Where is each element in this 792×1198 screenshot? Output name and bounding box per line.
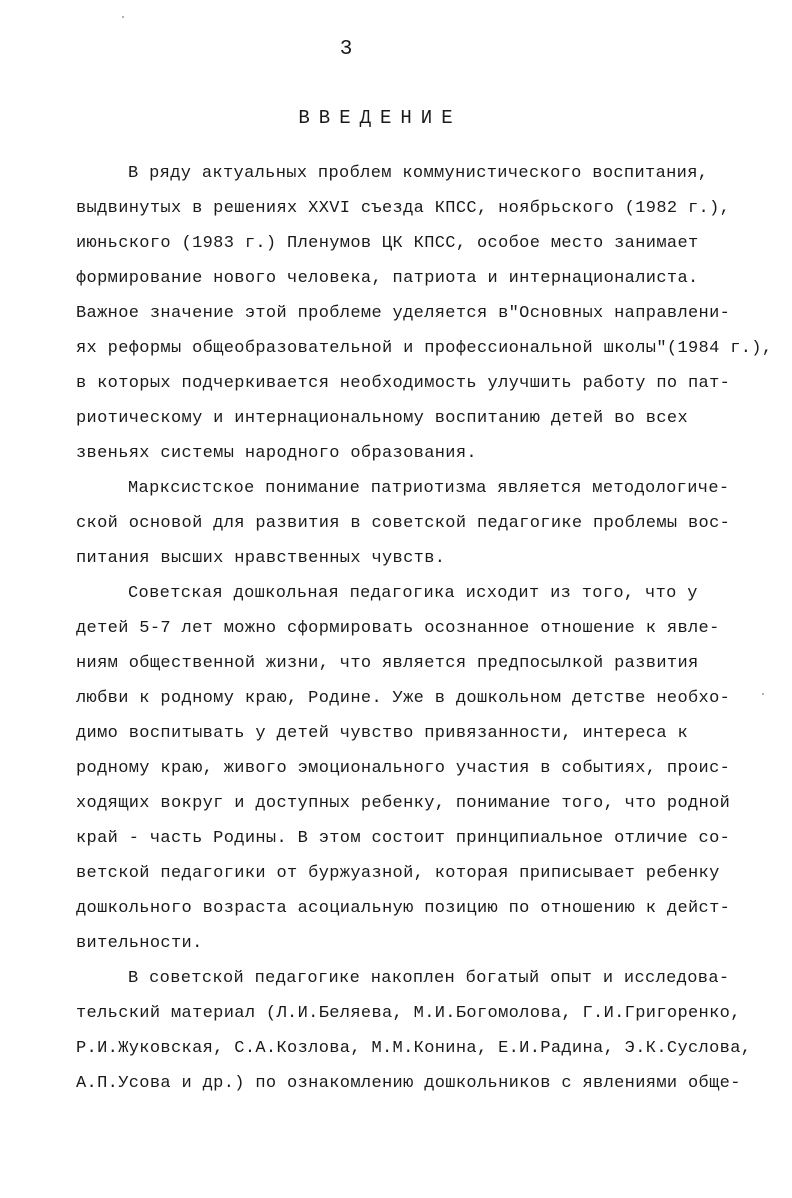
text-line: любви к родному краю, Родине. Уже в дошкольном детстве необхо- bbox=[76, 689, 731, 708]
text-line: в которых подчеркивается необходимость улучшить работу по пат- bbox=[76, 374, 731, 393]
text-line: Р.И.Жуковская, С.А.Козлова, М.М.Конина, Е.И.Радина, Э.К.Суслова, bbox=[76, 1039, 752, 1058]
page-number: 3 bbox=[339, 38, 353, 61]
text-line: Важное значение этой проблеме уделяется в"Основных направлени- bbox=[76, 304, 731, 323]
text-line: ской основой для развития в советской педагогике проблемы вос- bbox=[76, 514, 731, 533]
text-line: Марксистское понимание патриотизма является методологиче- bbox=[128, 479, 730, 498]
text-line: июньского (1983 г.) Пленумов ЦК КПСС, особое место занимает bbox=[76, 234, 699, 253]
text-line: ниям общественной жизни, что является предпосылкой развития bbox=[76, 654, 699, 673]
text-line: вительности. bbox=[76, 934, 203, 953]
text-line: ходящих вокруг и доступных ребенку, понимание того, что родной bbox=[76, 794, 731, 813]
text-line: А.П.Усова и др.) по ознакомлению дошкольников с явлениями обще- bbox=[76, 1074, 741, 1093]
text-line: звеньях системы народного образования. bbox=[76, 444, 477, 463]
text-line: Советская дошкольная педагогика исходит из того, что у bbox=[128, 584, 698, 603]
text-line: В советской педагогике накоплен богатый опыт и исследова- bbox=[128, 969, 730, 988]
text-line: тельский материал (Л.И.Беляева, М.И.Богомолова, Г.И.Григоренко, bbox=[76, 1004, 741, 1023]
scan-speck bbox=[122, 16, 124, 18]
text-line: выдвинутых в решениях XXVI съезда КПСС, ноябрьского (1982 г.), bbox=[76, 199, 731, 218]
text-line: риотическому и интернациональному воспитанию детей во всех bbox=[76, 409, 688, 428]
text-line: ях реформы общеобразовательной и профессиональной школы"(1984 г.), bbox=[76, 339, 773, 358]
section-heading: ВВЕДЕНИЕ bbox=[298, 107, 462, 129]
text-line: родному краю, живого эмоционального участия в событиях, проис- bbox=[76, 759, 731, 778]
text-line: ветской педагогики от буржуазной, которая приписывает ребенку bbox=[76, 864, 720, 883]
text-line: детей 5-7 лет можно сформировать осознанное отношение к явле- bbox=[76, 619, 720, 638]
text-line: дошкольного возраста асоциальную позицию по отношению к дейст- bbox=[76, 899, 731, 918]
text-line: В ряду актуальных проблем коммунистического воспитания, bbox=[128, 164, 709, 183]
text-line: димо воспитывать у детей чувство привязанности, интереса к bbox=[76, 724, 688, 743]
scan-speck bbox=[762, 693, 764, 695]
text-line: край - часть Родины. В этом состоит принципиальное отличие со- bbox=[76, 829, 731, 848]
text-line: формирование нового человека, патриота и интернационалиста. bbox=[76, 269, 699, 288]
text-line: питания высших нравственных чувств. bbox=[76, 549, 446, 568]
